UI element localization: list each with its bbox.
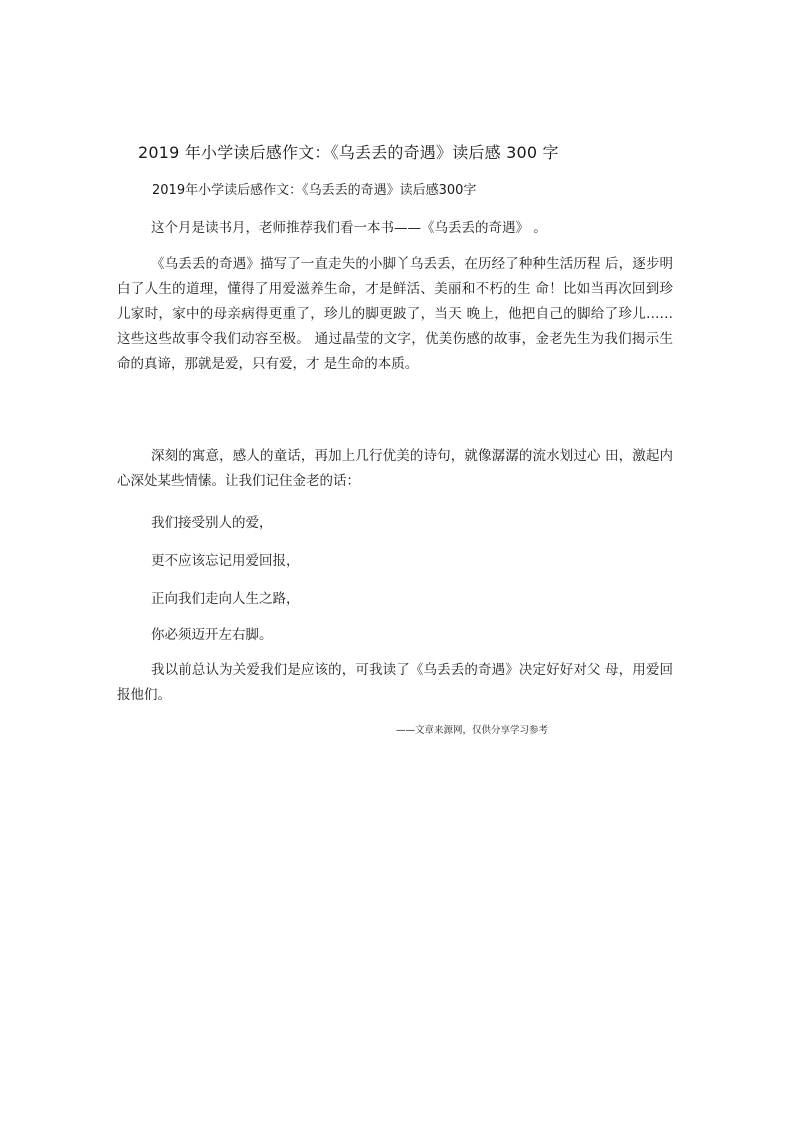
poem-line: 你必须迈开左右脚。 xyxy=(151,627,273,643)
paragraph-reflection: 深刻的寓意，感人的童话，再加上几行优美的诗句，就像潺潺的流水划过心 田，激起内心深处某些情愫。让我们记住金老的话： xyxy=(117,448,673,489)
paragraph-summary: 《乌丢丢的奇遇》描写了一直走失的小脚丫乌丢丢，在历经了种种生活历程 后，逐步明白了人生的道理，懂得了用爱滋养生命，才是鲜活、美丽和不朽的生 命！比如当再次回到珍儿家时，家中的母亲病得更重了，珍儿的脚更跛了，当天 晚上，他把自己的脚给了珍儿……这些这些故事令我们动容至极。 通过晶莹的文字，优美伤感的故事，金老先生为我们揭示生命的真谛，那就是爱，只有爱，才 是生命的本质。 xyxy=(117,256,673,372)
poem-line: 我们接受别人的爱， xyxy=(151,515,273,531)
document-subtitle: 2019年小学读后感作文：《乌丢丢的奇遇》读后感300字 xyxy=(152,183,477,198)
paragraph-conclusion: 我以前总认为关爱我们是应该的，可我读了《乌丢丢的奇遇》决定好好对父 母，用爱回报他们。 xyxy=(117,662,673,703)
poem-line: 正向我们走向人生之路， xyxy=(151,591,300,607)
source-note: ——文章来源网，仅供分享学习参考 xyxy=(396,725,549,736)
paragraph-intro: 这个月是读书月，老师推荐我们看一本书——《乌丢丢的奇遇》 。 xyxy=(151,220,547,236)
poem-line: 更不应该忘记用爱回报， xyxy=(151,553,300,569)
document-title: 2019 年小学读后感作文：《乌丢丢的奇遇》读后感 300 字 xyxy=(138,143,559,162)
